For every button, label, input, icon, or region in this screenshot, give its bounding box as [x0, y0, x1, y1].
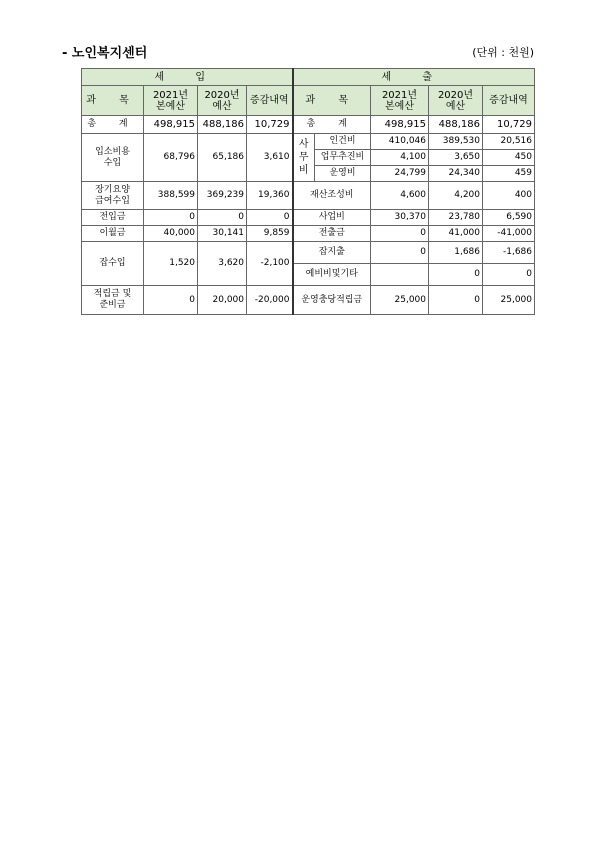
exp-2021-value: 4,100 — [371, 150, 429, 166]
table-row — [82, 226, 535, 242]
section-header-row — [82, 69, 535, 86]
exp-change-value: -41,000 — [483, 226, 535, 242]
exp-2020-value: 41,000 — [429, 226, 483, 242]
exp-2020-value: 3,650 — [429, 150, 483, 166]
exp-2020-value: 23,780 — [429, 210, 483, 226]
rev-label: 적립금 및 준비금 — [82, 286, 144, 315]
rev-2020-header: 2020년 예산 — [198, 86, 247, 116]
unit-label: (단위 : 천원) — [472, 46, 534, 59]
table-row — [82, 242, 535, 264]
section-heading: - 노인복지센터 — [62, 46, 148, 61]
rev-subject-header: 과 목 — [82, 86, 144, 116]
exp-2021-value: 4,600 — [371, 182, 429, 210]
rev-change-value: 9,859 — [247, 226, 293, 242]
table-row — [82, 134, 535, 150]
rev-2020-value: 65,186 — [198, 134, 247, 182]
exp-change-value: 20,516 — [483, 134, 535, 150]
exp-change-value: 0 — [483, 264, 535, 286]
rev-label: 잡수입 — [82, 242, 144, 286]
exp-change-value: 450 — [483, 150, 535, 166]
exp-change-header: 증감내역 — [483, 86, 535, 116]
rev-2020-value: 0 — [198, 210, 247, 226]
exp-2021-value: 0 — [371, 242, 429, 264]
exp-total-label: 총 계 — [293, 116, 371, 134]
exp-2020-value: 24,340 — [429, 166, 483, 182]
rev-change-value: -20,000 — [247, 286, 293, 315]
exp-total-2020: 488,186 — [429, 116, 483, 134]
exp-2020-value: 0 — [429, 286, 483, 315]
rev-2021-value: 0 — [144, 210, 198, 226]
rev-2021-header: 2021년 본예산 — [144, 86, 198, 116]
rev-change-value: 3,610 — [247, 134, 293, 182]
exp-2021-value: 0 — [371, 226, 429, 242]
rev-2020-value: 369,239 — [198, 182, 247, 210]
exp-2020-header: 2020년 예산 — [429, 86, 483, 116]
office-expense-group-label: 사 무 비 — [293, 134, 315, 182]
rev-total-label: 총 계 — [82, 116, 144, 134]
table-row — [82, 286, 535, 315]
rev-change-value: 19,360 — [247, 182, 293, 210]
exp-2020-value: 1,686 — [429, 242, 483, 264]
exp-total-change: 10,729 — [483, 116, 535, 134]
rev-change-value: -2,100 — [247, 242, 293, 286]
exp-change-value: 6,590 — [483, 210, 535, 226]
table-row — [82, 210, 535, 226]
rev-2021-value: 0 — [144, 286, 198, 315]
exp-2021-value — [371, 264, 429, 286]
exp-change-value: 459 — [483, 166, 535, 182]
exp-2021-value: 24,799 — [371, 166, 429, 182]
column-header-row — [82, 86, 535, 116]
exp-label: 운영비 — [315, 166, 371, 182]
rev-2020-value: 30,141 — [198, 226, 247, 242]
rev-label: 입소비용 수입 — [82, 134, 144, 182]
exp-label: 전출금 — [293, 226, 371, 242]
rev-total-2020: 488,186 — [198, 116, 247, 134]
exp-label: 잡지출 — [293, 242, 371, 264]
total-row — [82, 116, 535, 134]
rev-2021-value: 68,796 — [144, 134, 198, 182]
exp-2021-value: 25,000 — [371, 286, 429, 315]
exp-label: 예비비및기타 — [293, 264, 371, 286]
exp-2020-value: 4,200 — [429, 182, 483, 210]
revenue-section-header: 세 입 — [82, 69, 293, 86]
rev-label: 전입금 — [82, 210, 144, 226]
exp-2021-header: 2021년 본예산 — [371, 86, 429, 116]
exp-total-2021: 498,915 — [371, 116, 429, 134]
rev-total-change: 10,729 — [247, 116, 293, 134]
rev-label: 이월금 — [82, 226, 144, 242]
exp-change-value: -1,686 — [483, 242, 535, 264]
exp-label: 사업비 — [293, 210, 371, 226]
budget-table — [81, 68, 535, 315]
table-row — [82, 182, 535, 210]
rev-change-header: 증감내역 — [247, 86, 293, 116]
exp-subject-header: 과 목 — [293, 86, 371, 116]
exp-change-value: 25,000 — [483, 286, 535, 315]
expense-section-header: 세 출 — [293, 69, 535, 86]
rev-2021-value: 40,000 — [144, 226, 198, 242]
rev-change-value: 0 — [247, 210, 293, 226]
exp-label: 인건비 — [315, 134, 371, 150]
exp-2020-value: 389,530 — [429, 134, 483, 150]
exp-label: 업무추진비 — [315, 150, 371, 166]
exp-change-value: 400 — [483, 182, 535, 210]
exp-label: 재산조성비 — [293, 182, 371, 210]
exp-2021-value: 30,370 — [371, 210, 429, 226]
rev-label: 장기요양 급여수입 — [82, 182, 144, 210]
exp-2020-value: 0 — [429, 264, 483, 286]
rev-2020-value: 3,620 — [198, 242, 247, 286]
rev-2021-value: 1,520 — [144, 242, 198, 286]
rev-2021-value: 388,599 — [144, 182, 198, 210]
rev-2020-value: 20,000 — [198, 286, 247, 315]
exp-label: 운영충당적립금 — [293, 286, 371, 315]
exp-2021-value: 410,046 — [371, 134, 429, 150]
rev-total-2021: 498,915 — [144, 116, 198, 134]
